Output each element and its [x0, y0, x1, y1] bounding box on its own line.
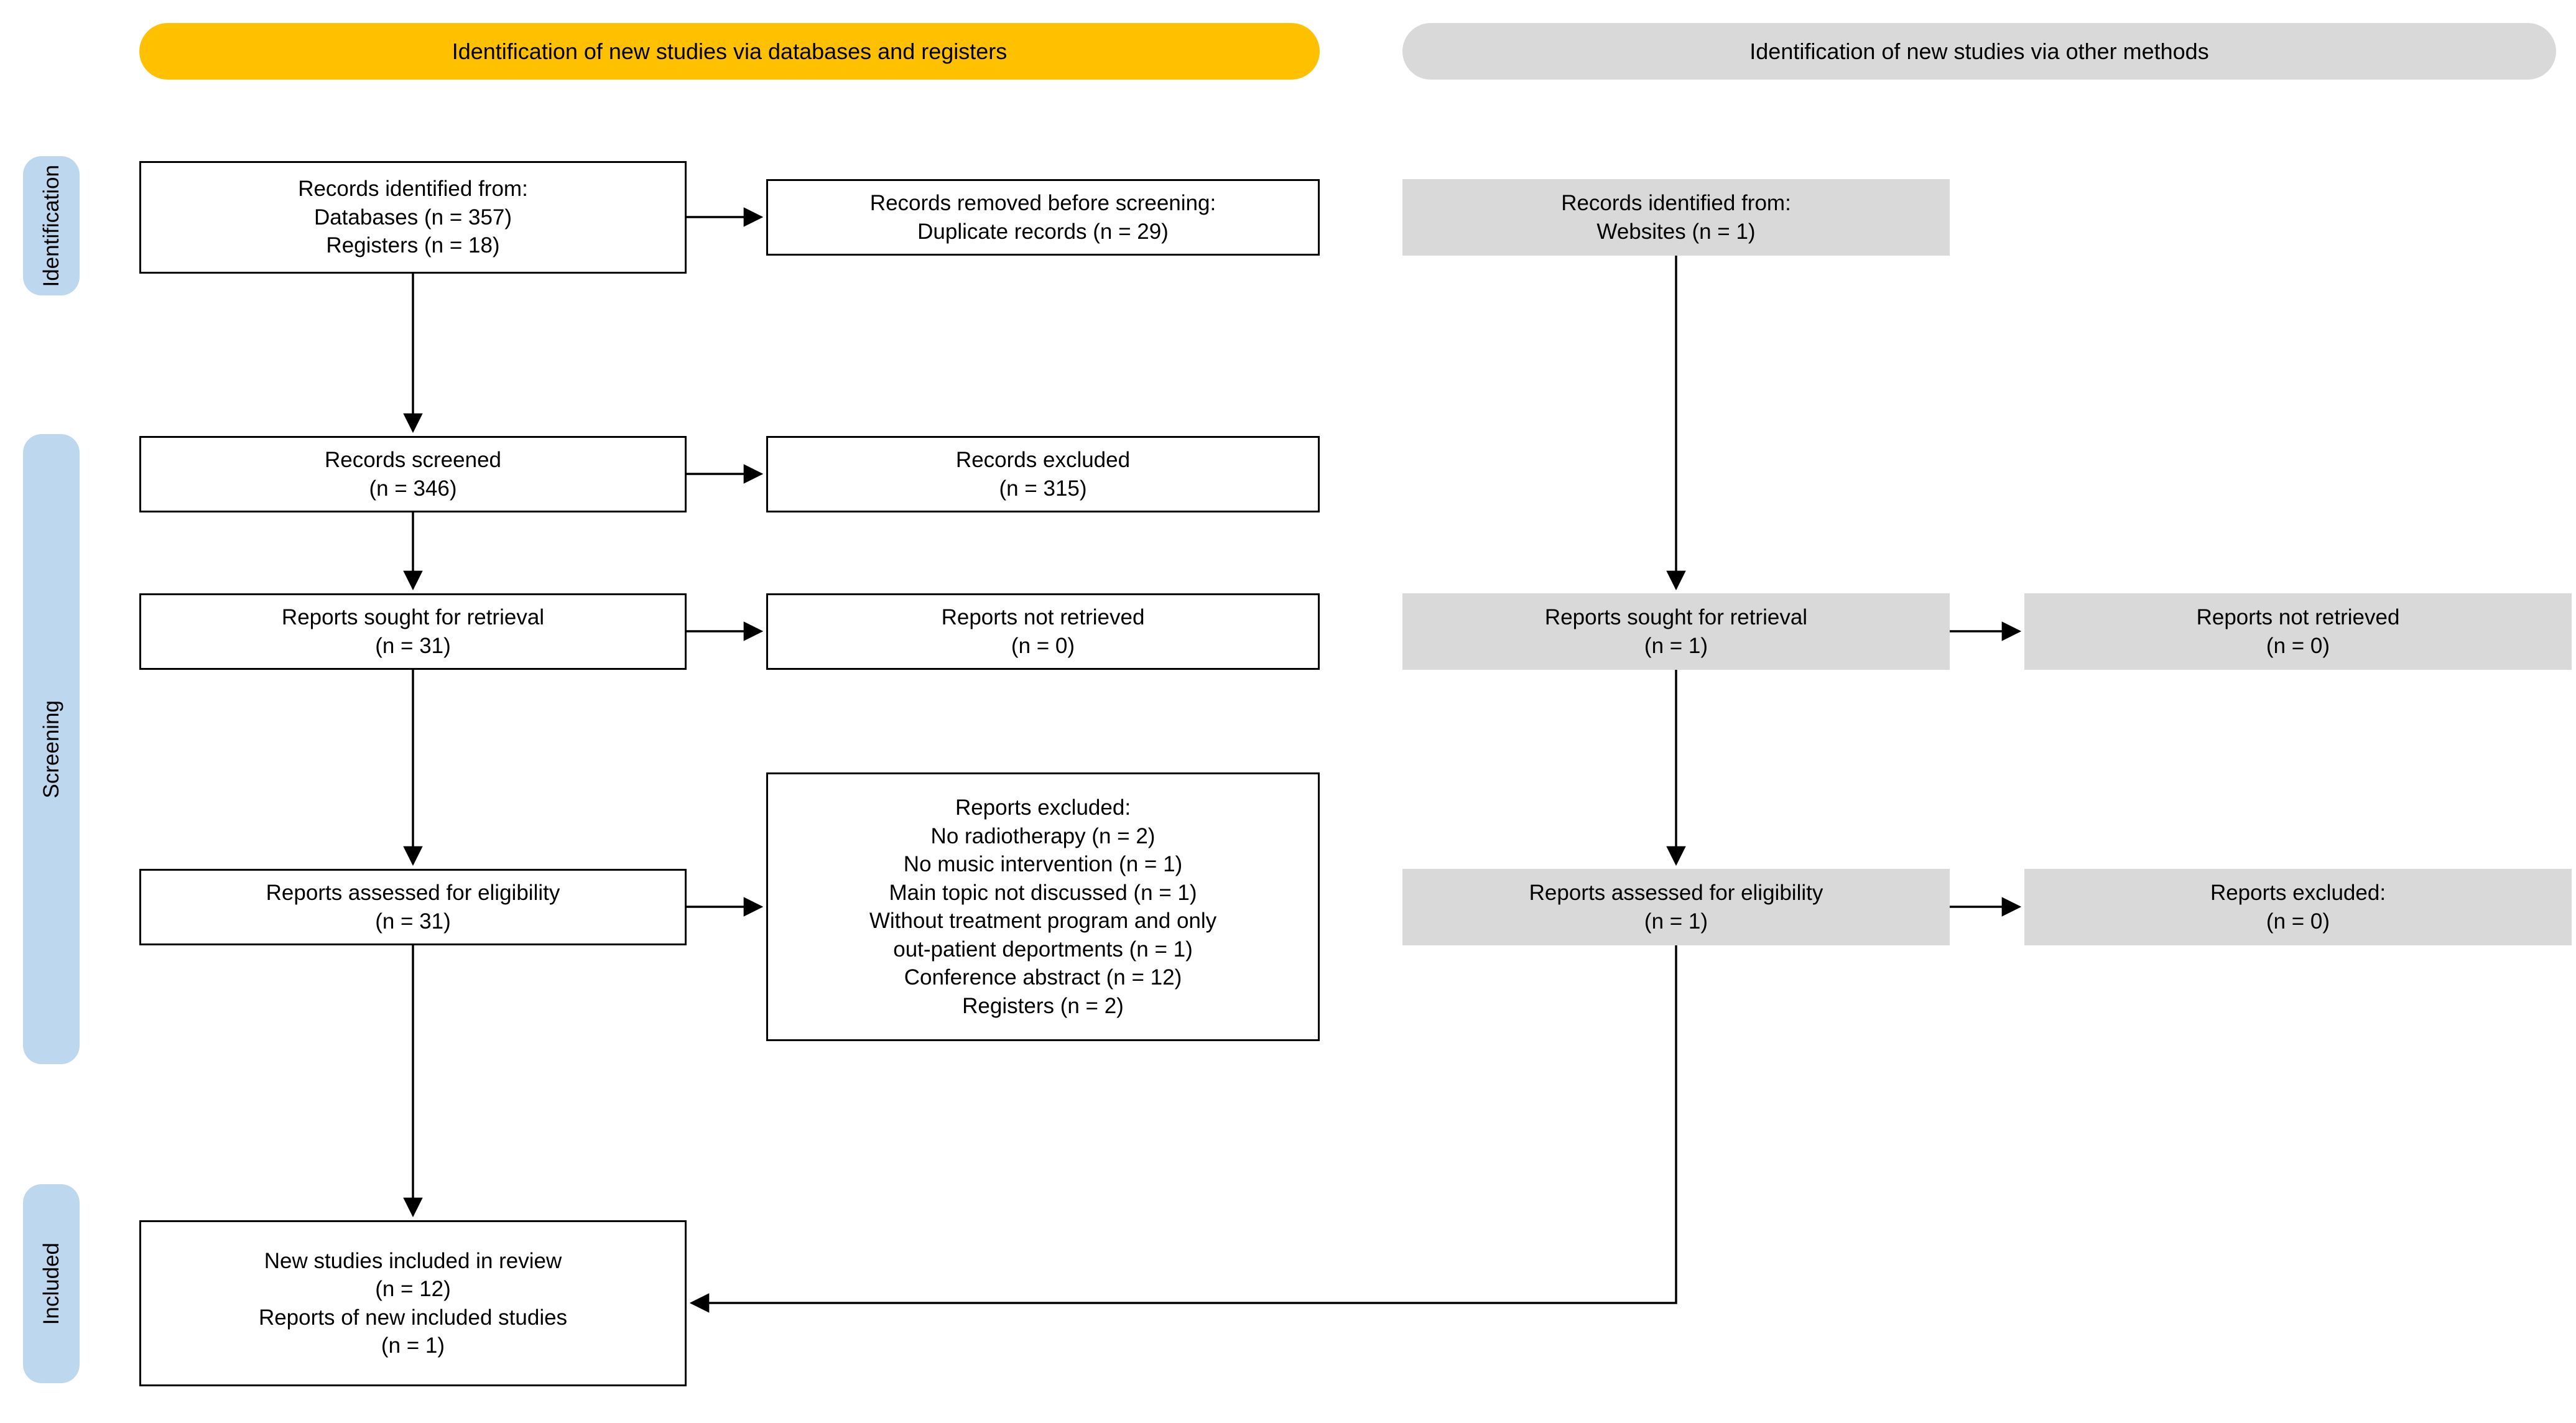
text-line: Reports sought for retrieval — [281, 605, 545, 629]
box-other-records-identified — [1402, 179, 1950, 256]
text-line: (n = 1) — [381, 1333, 445, 1358]
stage-identification-label: Identification — [39, 164, 63, 287]
stage-screening-label: Screening — [39, 700, 63, 799]
text-line: (n = 1) — [1644, 909, 1708, 934]
text-line: No music intervention (n = 1) — [903, 852, 1183, 876]
text-line: Databases (n = 357) — [313, 205, 512, 229]
box-reports-not-retrieved — [766, 593, 1320, 670]
text-line: Reports not retrieved — [2196, 605, 2400, 629]
text-line: Without treatment program and only — [869, 909, 1217, 933]
text-line: (n = 31) — [375, 909, 451, 934]
text-line: No radiotherapy (n = 2) — [930, 823, 1156, 848]
box-records-excluded — [766, 436, 1320, 512]
header-databases-registers-label: Identification of new studies via databases and registers — [452, 38, 1008, 64]
text-line: Reports assessed for eligibility — [266, 881, 560, 905]
text-line: Reports excluded: — [2210, 881, 2386, 905]
text-line: (n = 0) — [2266, 633, 2330, 658]
text-line: Records removed before screening: — [869, 191, 1216, 215]
text-line: (n = 346) — [369, 476, 457, 501]
box-reports-excluded-detail — [766, 772, 1320, 1041]
stage-identification — [23, 156, 80, 295]
box-other-reports-sought — [1402, 593, 1950, 670]
box-records-removed — [766, 179, 1320, 256]
text-line: (n = 31) — [375, 633, 451, 658]
text-line: Conference abstract (n = 12) — [904, 965, 1182, 990]
stage-included-label: Included — [39, 1242, 63, 1325]
text-line: (n = 0) — [2266, 909, 2330, 934]
text-line: Records identified from: — [298, 177, 528, 202]
text-line: Reports excluded: — [955, 795, 1131, 820]
box-records-identified — [139, 161, 687, 274]
text-line: Reports assessed for eligibility — [1529, 881, 1823, 905]
text-line: Registers (n = 2) — [962, 993, 1124, 1018]
box-other-reports-assessed — [1402, 869, 1950, 945]
text-line: Registers (n = 18) — [326, 233, 500, 258]
text-line: Reports sought for retrieval — [1544, 605, 1808, 629]
header-other-methods — [1402, 23, 2556, 80]
text-line: Records identified from: — [1561, 191, 1791, 215]
text-line: (n = 0) — [1011, 633, 1075, 658]
text-line: Reports of new included studies — [258, 1305, 568, 1330]
text-line: Reports not retrieved — [941, 605, 1145, 629]
text-line: Duplicate records (n = 29) — [917, 219, 1169, 244]
text-line: Records screened — [324, 448, 502, 472]
stage-screening — [23, 434, 80, 1064]
box-other-reports-not-retrieved — [2024, 593, 2572, 670]
text-line: New studies included in review — [264, 1248, 562, 1273]
text-line: Websites (n = 1) — [1596, 219, 1756, 244]
text-line: (n = 12) — [375, 1277, 451, 1301]
text-line: out-patient deportments (n = 1) — [893, 937, 1193, 962]
text-line: (n = 1) — [1644, 633, 1708, 658]
box-new-studies-included — [139, 1220, 687, 1386]
box-records-screened — [139, 436, 687, 512]
header-databases-registers — [139, 23, 1320, 80]
box-reports-sought — [139, 593, 687, 670]
stage-included — [23, 1184, 80, 1383]
box-reports-assessed — [139, 869, 687, 945]
box-other-reports-excluded — [2024, 869, 2572, 945]
text-line: Records excluded — [955, 448, 1131, 472]
header-other-methods-label: Identification of new studies via other methods — [1749, 38, 2209, 64]
text-line: Main topic not discussed (n = 1) — [889, 880, 1197, 905]
text-line: (n = 315) — [999, 476, 1087, 501]
